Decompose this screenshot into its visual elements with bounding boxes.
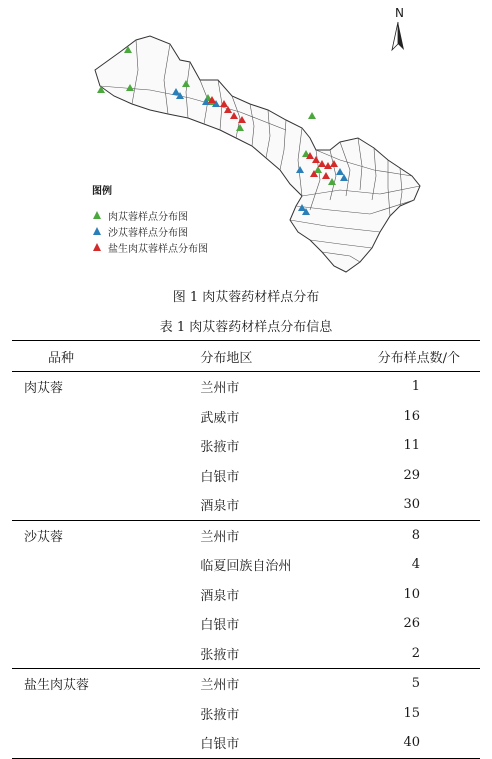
table-row — [12, 431, 480, 461]
count-cell: 1 — [411, 379, 420, 395]
species-cell: 肉苁蓉 — [24, 381, 64, 397]
count-cell: 5 — [411, 676, 420, 692]
count-cell: 30 — [339, 490, 480, 520]
legend-title: 图例 — [92, 186, 112, 197]
marker-green — [308, 112, 316, 119]
triangle-icon-green — [92, 210, 102, 220]
legend-label: 肉苁蓉样点分布图 — [108, 211, 188, 223]
table-row — [12, 669, 480, 699]
count-cell: 29 — [403, 467, 420, 483]
count-cell: 10 — [403, 586, 420, 602]
region-cell: 白银市 — [186, 728, 338, 758]
count-cell: 2 — [339, 639, 480, 669]
table-row — [12, 639, 480, 669]
header-species: 品种 — [12, 341, 186, 372]
table-row — [12, 699, 480, 729]
figure-caption: 图 1 肉苁蓉药材样点分布 — [172, 290, 320, 305]
region-cell: 兰州市 — [200, 529, 240, 545]
table-row — [12, 728, 480, 758]
sample-distribution-table — [12, 340, 480, 759]
count-cell: 11 — [403, 438, 420, 454]
table-row — [12, 580, 480, 610]
count-cell: 8 — [411, 527, 420, 543]
region-cell: 白银市 — [200, 469, 240, 485]
count-cell: 15 — [403, 705, 420, 721]
species-cell: 盐生肉苁蓉 — [24, 678, 90, 694]
table-row — [12, 402, 480, 432]
region-cell: 兰州市 — [200, 381, 240, 397]
region-cell: 临夏回族自治州 — [200, 559, 292, 575]
count-cell: 16 — [403, 408, 420, 424]
legend-item-red — [92, 239, 208, 255]
count-cell: 26 — [403, 616, 420, 632]
species-cell: 沙苁蓉 — [24, 529, 64, 545]
count-cell: 40 — [339, 728, 480, 758]
region-cell: 张掖市 — [200, 440, 240, 456]
legend-label: 沙苁蓉样点分布图 — [108, 227, 188, 239]
region-cell: 兰州市 — [200, 678, 240, 694]
header-count: 分布样点数/个 — [339, 341, 480, 372]
triangle-icon-blue — [92, 226, 102, 236]
triangle-icon-red — [92, 242, 102, 252]
table-row — [12, 372, 480, 402]
region-cell: 张掖市 — [200, 707, 240, 723]
table-row — [12, 550, 480, 580]
region-cell: 白银市 — [200, 618, 240, 634]
north-arrow-icon — [388, 6, 408, 52]
table-header-row — [12, 341, 480, 372]
table-caption: 表 1 肉苁蓉药材样点分布信息 — [159, 320, 333, 335]
table-row — [12, 490, 480, 520]
legend-item-blue — [92, 223, 208, 239]
table-row — [12, 520, 480, 550]
region-cell: 酒泉市 — [186, 490, 338, 520]
north-label: N — [395, 6, 404, 20]
region-cell: 酒泉市 — [200, 588, 240, 604]
legend-label: 盐生肉苁蓉样点分布图 — [108, 243, 208, 255]
table-row — [12, 609, 480, 639]
region-cell: 张掖市 — [186, 639, 338, 669]
count-cell: 4 — [411, 557, 420, 573]
table-row — [12, 461, 480, 491]
legend-item-green — [92, 207, 208, 223]
region-cell: 武威市 — [200, 410, 240, 426]
header-region: 分布地区 — [186, 341, 338, 372]
map-legend — [92, 182, 208, 255]
